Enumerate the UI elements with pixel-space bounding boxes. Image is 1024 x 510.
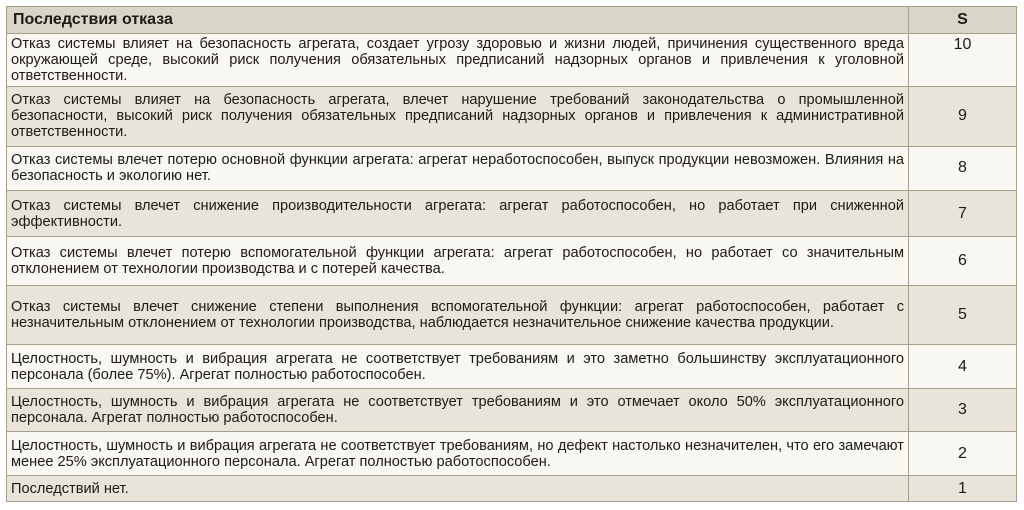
row-description: Отказ системы влечет потерю основной функции агрегата: агрегат неработоспособен, выпуск продукции невозможен. Влияния на безопасность и экологию нет. [7, 146, 909, 190]
row-description: Последствий нет. [7, 476, 909, 502]
row-score: 10 [909, 34, 1017, 87]
row-score: 4 [909, 345, 1017, 389]
table-row [7, 190, 1017, 237]
table-row [7, 476, 1017, 502]
severity-table [6, 6, 1017, 502]
table-row [7, 389, 1017, 432]
row-score: 5 [909, 286, 1017, 345]
row-description: Отказ системы влияет на безопасность агрегата, создает угрозу здоровью и жизни людей, причинения существенного вреда окружающей среде, высокий риск получения обязательных предписаний надзорных органов и привлечения к уголовной ответственности. [7, 34, 909, 87]
table-row [7, 146, 1017, 190]
row-description: Целостность, шумность и вибрация агрегата не соответствует требованиям, но дефект настолько незначителен, что его замечают менее 25% эксплуатационного персонала. Агрегат полностью работоспособен. [7, 431, 909, 476]
row-description: Отказ системы влечет потерю вспомогательной функции агрегата: агрегат работоспособен, но работает со значительным отклонением от технологии производства и с потерей качества. [7, 237, 909, 286]
row-description: Отказ системы влечет снижение степени выполнения вспомогательной функции: агрегат работоспособен, работает с незначительным отклонением от технологии производства, наблюдается незначительное снижение качества продукции. [7, 286, 909, 345]
table-row [7, 86, 1017, 146]
row-description: Отказ системы влечет снижение производительности агрегата: агрегат работоспособен, но работает при сниженной эффективности. [7, 190, 909, 237]
row-score: 9 [909, 86, 1017, 146]
row-score: 3 [909, 389, 1017, 432]
row-description: Целостность, шумность и вибрация агрегата не соответствует требованиям и это заметно большинству эксплуатационного персонала (более 75%). Агрегат полностью работоспособен. [7, 345, 909, 389]
header-consequence: Последствия отказа [7, 7, 909, 34]
severity-table-container [6, 6, 1016, 502]
table-row [7, 345, 1017, 389]
table-row [7, 34, 1017, 87]
table-row [7, 431, 1017, 476]
row-score: 6 [909, 237, 1017, 286]
row-score: 8 [909, 146, 1017, 190]
row-score: 7 [909, 190, 1017, 237]
row-score: 2 [909, 431, 1017, 476]
table-row [7, 237, 1017, 286]
header-score: S [909, 7, 1017, 34]
row-score: 1 [909, 476, 1017, 502]
table-row [7, 286, 1017, 345]
row-description: Отказ системы влияет на безопасность агрегата, влечет нарушение требований законодательства о промышленной безопасности, высокий риск получения обязательных предписаний надзорных органов и привлечения к административной ответственности. [7, 86, 909, 146]
row-description: Целостность, шумность и вибрация агрегата не соответствует требованиям и это отмечает около 50% эксплуатационного персонала. Агрегат полностью работоспособен. [7, 389, 909, 432]
table-header-row [7, 7, 1017, 34]
